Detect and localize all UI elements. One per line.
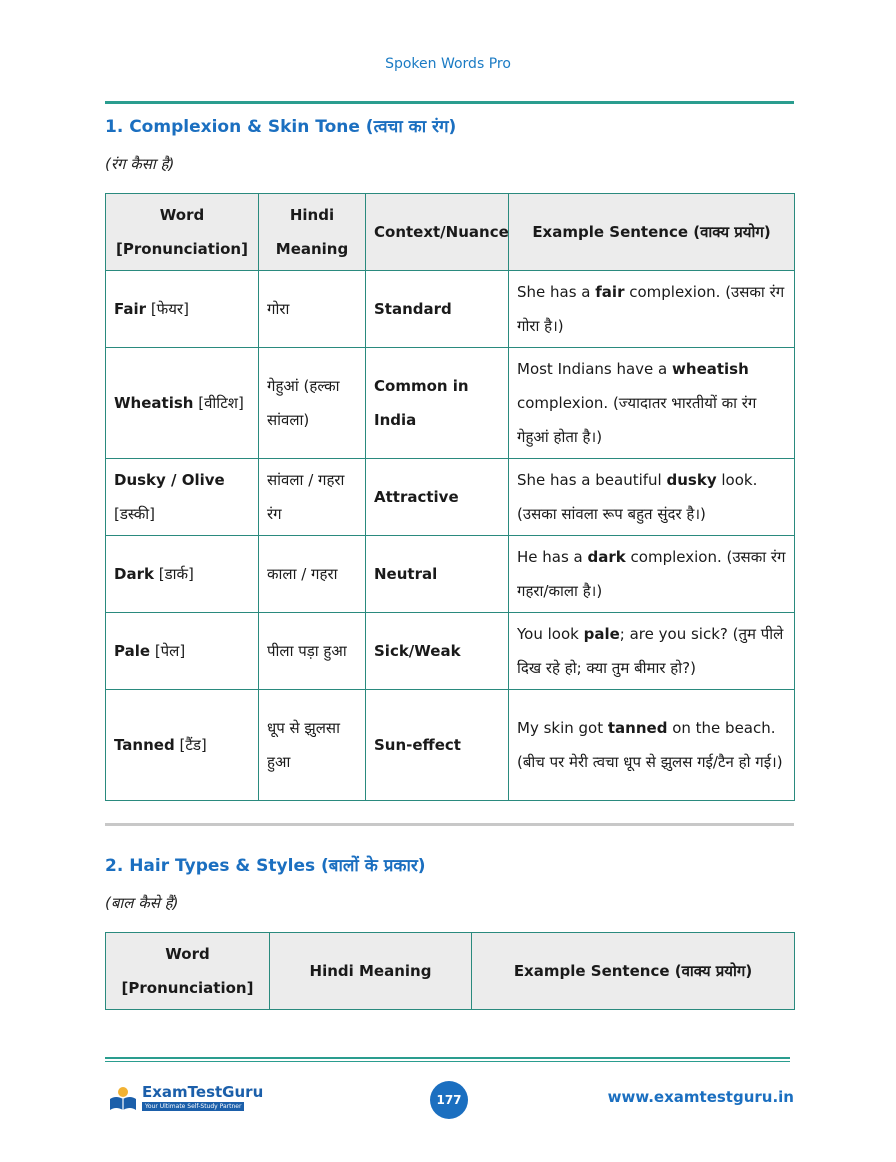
website-link[interactable]: www.examtestguru.in	[607, 1088, 794, 1106]
word-cell	[106, 690, 259, 801]
table-row	[106, 348, 795, 459]
header-divider	[105, 101, 794, 104]
example-text: She has a beautiful	[517, 471, 667, 489]
example-keyword: tanned	[607, 719, 668, 737]
brand-logo	[108, 1083, 264, 1115]
book-icon	[108, 1083, 138, 1113]
logo-name: ExamTestGuru	[142, 1083, 264, 1101]
word-pronunciation: [डस्की]	[114, 505, 155, 523]
col-header-example: Example Sentence (वाक्य प्रयोग)	[509, 194, 795, 271]
example-text: complexion. (उसका रंग गहरा/काला है।)	[517, 548, 786, 600]
example-text: look. (उसका सांवला रूप बहुत सुंदर है।)	[517, 471, 758, 523]
word-pronunciation: [फेयर]	[150, 300, 189, 318]
section-1-subtitle: (रंग कैसा है)	[105, 155, 175, 173]
example-text: on the beach. (बीच पर मेरी त्वचा धूप से झुलस गई/टैन हो गई।)	[517, 719, 783, 771]
section-1-heading: 1. Complexion & Skin Tone (त्वचा का रंग)	[105, 117, 457, 137]
complexion-table	[105, 193, 795, 801]
table-row	[106, 459, 795, 536]
table-header-row	[106, 933, 795, 1010]
word-pronunciation: [वीटिश]	[198, 394, 244, 412]
col-header-example: Example Sentence (वाक्य प्रयोग)	[472, 933, 795, 1010]
table-header-row	[106, 194, 795, 271]
example-text: My skin got	[517, 719, 608, 737]
hindi-cell: गेहुआं (हल्का सांवला)	[259, 348, 366, 459]
context-cell: Standard	[366, 271, 509, 348]
word-term: Dusky / Olive	[114, 471, 225, 489]
table-row	[106, 271, 795, 348]
example-keyword: dark	[587, 548, 626, 566]
col-header-context: Context/Nuance	[366, 194, 509, 271]
context-cell: Sun-effect	[366, 690, 509, 801]
section-2-heading: 2. Hair Types & Styles (बालों के प्रकार)	[105, 856, 426, 876]
word-cell	[106, 459, 259, 536]
word-term: Wheatish	[114, 394, 194, 412]
running-header: Spoken Words Pro	[385, 56, 511, 72]
example-text: ; are you sick? (तुम पीले दिख रहे हो; क्या तुम बीमार हो?)	[517, 625, 784, 677]
section-2-subtitle: (बाल कैसे हैं)	[105, 894, 179, 912]
example-text: He has a	[517, 548, 588, 566]
example-cell	[509, 348, 795, 459]
context-cell: Attractive	[366, 459, 509, 536]
hindi-cell: धूप से झुलसा हुआ	[259, 690, 366, 801]
example-cell	[509, 536, 795, 613]
word-pronunciation: [टैंड]	[179, 736, 207, 754]
col-header-hindi: Hindi Meaning	[259, 194, 366, 271]
context-cell: Common in India	[366, 348, 509, 459]
word-term: Fair	[114, 300, 147, 318]
word-pronunciation: [पेल]	[154, 642, 186, 660]
context-cell: Sick/Weak	[366, 613, 509, 690]
context-cell: Neutral	[366, 536, 509, 613]
hindi-cell: पीला पड़ा हुआ	[259, 613, 366, 690]
logo-tagline: Your Ultimate Self-Study Partner	[142, 1102, 244, 1111]
example-cell	[509, 690, 795, 801]
example-text: complexion. (उसका रंग गोरा है।)	[517, 283, 785, 335]
col-header-word: Word [Pronunciation]	[106, 933, 270, 1010]
word-cell	[106, 271, 259, 348]
example-text: complexion. (ज्यादातर भारतीयों का रंग गेहुआं होता है।)	[517, 394, 757, 446]
word-term: Dark	[114, 565, 154, 583]
table-row	[106, 536, 795, 613]
word-cell	[106, 348, 259, 459]
example-keyword: fair	[595, 283, 625, 301]
col-header-hindi: Hindi Meaning	[270, 933, 472, 1010]
example-text: You look	[517, 625, 584, 643]
page-number: 177	[430, 1081, 468, 1119]
footer-divider	[105, 1057, 790, 1059]
hindi-cell: गोरा	[259, 271, 366, 348]
hair-types-table	[105, 932, 795, 1010]
example-text: She has a	[517, 283, 596, 301]
example-cell	[509, 459, 795, 536]
footer-divider	[105, 1061, 790, 1062]
example-cell	[509, 271, 795, 348]
example-keyword: dusky	[666, 471, 717, 489]
hindi-cell: सांवला / गहरा रंग	[259, 459, 366, 536]
example-keyword: wheatish	[672, 360, 749, 378]
word-term: Tanned	[114, 736, 175, 754]
section-divider	[105, 823, 794, 826]
hindi-cell: काला / गहरा	[259, 536, 366, 613]
col-header-word: Word [Pronunciation]	[106, 194, 259, 271]
table-row	[106, 690, 795, 801]
example-cell	[509, 613, 795, 690]
word-pronunciation: [डार्क]	[158, 565, 194, 583]
example-keyword: pale	[583, 625, 620, 643]
table-row	[106, 613, 795, 690]
word-cell	[106, 536, 259, 613]
example-text: Most Indians have a	[517, 360, 673, 378]
word-cell	[106, 613, 259, 690]
word-term: Pale	[114, 642, 151, 660]
